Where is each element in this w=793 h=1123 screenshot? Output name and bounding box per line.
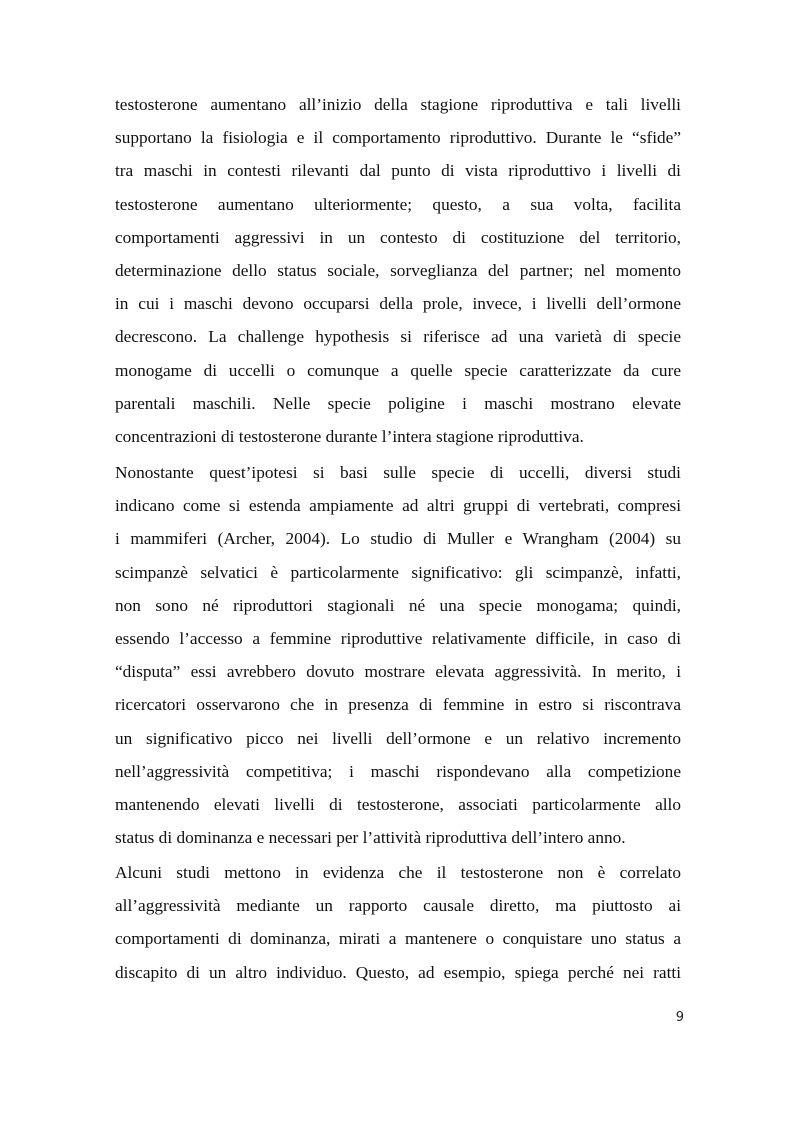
text-line: monogame di uccelli o comunque a quelle specie caratterizzate da cure	[115, 360, 681, 380]
text-line: indicano come si estenda ampiamente ad altri gruppi di vertebrati, compresi	[115, 496, 681, 516]
text-line: all’aggressività mediante un rapporto causale diretto, ma piuttosto ai	[115, 896, 681, 916]
text-line: Alcuni studi mettono in evidenza che il testosterone non è correlato	[115, 863, 681, 882]
text-line: status di dominanza e necessari per l’attività riproduttiva dell’intero anno.	[115, 828, 626, 848]
text-line: un significativo picco nei livelli dell’ormone e un relativo incremento	[115, 728, 681, 748]
text-line: nell’aggressività competitiva; i maschi rispondevano alla competizione	[115, 761, 681, 781]
text-line: comportamenti aggressivi in un contesto di costituzione del territorio,	[115, 227, 681, 247]
text-line: parentali maschili. Nelle specie poligine i maschi mostrano elevate	[115, 393, 681, 413]
text-line: Nonostante quest’ipotesi si basi sulle specie di uccelli, diversi studi	[115, 463, 681, 482]
text-line: decrescono. La challenge hypothesis si riferisce ad una varietà di specie	[115, 327, 681, 347]
text-line: mantenendo elevati livelli di testosterone, associati particolarmente allo	[115, 794, 681, 814]
paragraph-2	[115, 456, 681, 854]
page-number: 9	[675, 1010, 684, 1025]
text-line: testosterone aumentano ulteriormente; questo, a sua volta, facilita	[115, 194, 681, 214]
text-line: testosterone aumentano all’inizio della stagione riproduttiva e tali livelli	[115, 95, 681, 114]
paragraph-3	[115, 856, 681, 989]
text-line: in cui i maschi devono occuparsi della prole, invece, i livelli dell’ormone	[115, 294, 681, 314]
text-line: “disputa” essi avrebbero dovuto mostrare elevata aggressività. In merito, i	[115, 662, 681, 682]
text-line: essendo l’accesso a femmine riproduttive relativamente difficile, in caso di	[115, 628, 681, 648]
text-line: supportano la fisiologia e il comportamento riproduttivo. Durante le “sfide”	[115, 128, 681, 148]
text-line: scimpanzè selvatici è particolarmente significativo: gli scimpanzè, infatti,	[115, 562, 681, 582]
text-line: determinazione dello status sociale, sorveglianza del partner; nel momento	[115, 260, 681, 280]
text-line: discapito di un altro individuo. Questo, ad esempio, spiega perché nei ratti	[115, 962, 681, 982]
text-line: i mammiferi (Archer, 2004). Lo studio di Muller e Wrangham (2004) su	[115, 529, 681, 549]
paragraph-1	[115, 88, 681, 453]
text-line: tra maschi in contesti rilevanti dal punto di vista riproduttivo i livelli di	[115, 161, 681, 181]
text-line: comportamenti di dominanza, mirati a mantenere o conquistare uno status a	[115, 929, 681, 949]
text-line: non sono né riproduttori stagionali né una specie monogama; quindi,	[115, 595, 681, 615]
text-line: concentrazioni di testosterone durante l’intera stagione riproduttiva.	[115, 426, 584, 446]
text-line: ricercatori osservarono che in presenza di femmine in estro si riscontrava	[115, 695, 681, 715]
